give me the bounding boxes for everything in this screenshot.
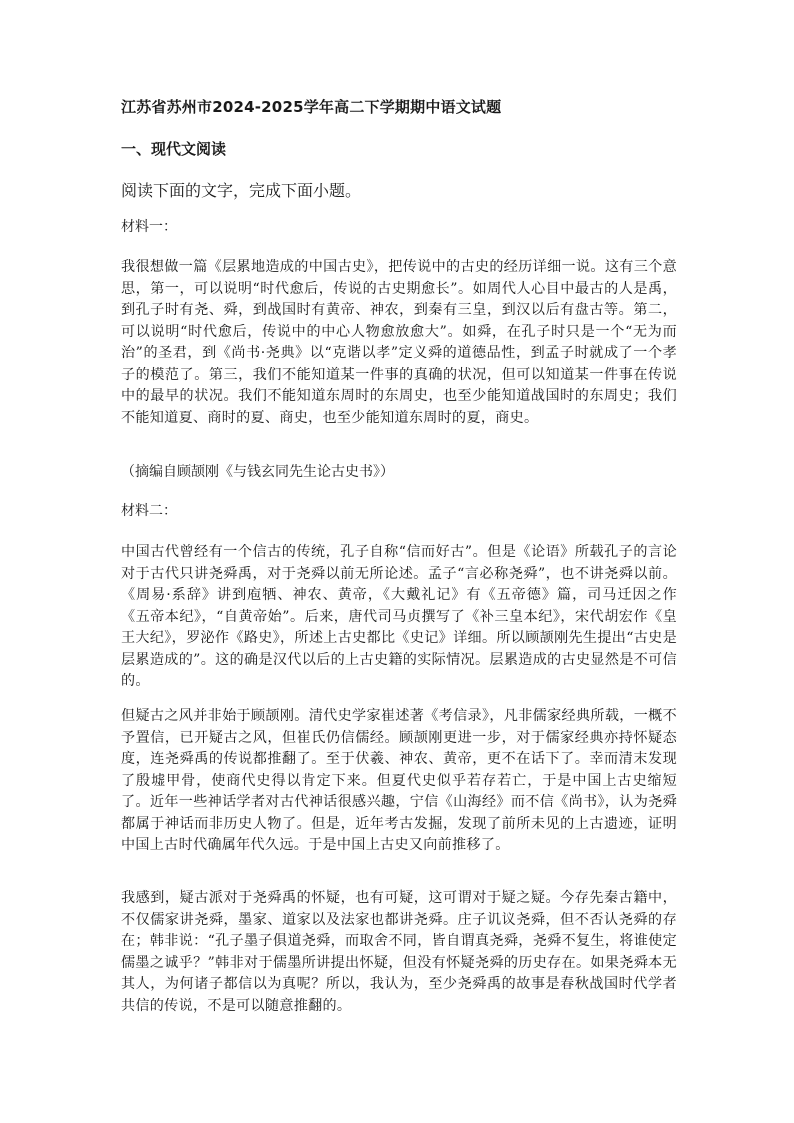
material2-paragraph-2: 但疑古之风并非始于顾颉刚。清代史学家崔述著《考信录》，凡非儒家经典所载，一概不予置信，已开疑古之风，但崔氏仍信儒经。顾颉刚更进一步，对于儒家经典亦持怀疑态度，连尧舜禹的传说都推翻了。至于伏羲、神农、黄帝，更不在话下了。幸而清末发现了殷墟甲骨，使商代史得以肯定下来。但夏代史似乎若存若亡，于是中国上古史缩短了。近年一些神话学者对古代神话很感兴趣，宁信《山海经》而不信《尚书》，认为尧舜都属于神话而非历史人物了。但是，近年考古发掘，发现了前所未见的上古遗迹，证明中国上古时代确属年代久远。于是中国上古史又向前推移了。 xyxy=(121,708,677,853)
material1-source: （摘编自顾颉刚《与钱玄同先生论古史书》） xyxy=(121,464,394,480)
section-heading: 一、现代文阅读 xyxy=(121,140,227,158)
material1-label: 材料一： xyxy=(121,219,177,235)
instruction-text: 阅读下面的文字，完成下面小题。 xyxy=(121,181,362,200)
material1-paragraph: 我很想做一篇《层累地造成的中国古史》，把传说中的古史的经历详细一说。这有三个意思，第一，可以说明“时代愈后，传说的古史期愈长”。如周代人心目中最古的人是禹，到孔子时有尧、舜，到战国时有黄帝、神农，到秦有三皇，到汉以后有盘古等。第二，可以说明“时代愈后，传说中的中心人物愈放愈大”。如舜，在孔子时只是一个“无为而治”的圣君，到《尚书·尧典》以“克谐以孝”定义舜的道德品性，到孟子时就成了一个孝子的模范了。第三，我们不能知道某一件事的真确的状况，但可以知道某一件事在传说中的最早的状况。我们不能知道东周时的东周史，也至少能知道战国时的东周史；我们不能知道夏、商时的夏、商史，也至少能知道东周时的夏，商史。 xyxy=(121,259,677,426)
material2-paragraph-3: 我感到，疑古派对于尧舜禹的怀疑，也有可疑，这可谓对于疑之疑。今存先秦古籍中，不仅儒家讲尧舜，墨家、道家以及法家也都讲尧舜。庄子讥议尧舜，但不否认尧舜的存在；韩非说：“孔子墨子俱道尧舜，而取舍不同，皆自谓真尧舜，尧舜不复生，将谁使定儒墨之诚乎？”韩非对于儒墨所讲提出怀疑，但没有怀疑尧舜的历史存在。如果尧舜本无其人，为何诸子都信以为真呢？所以，我认为，至少尧舜禹的故事是春秋战国时代学者共信的传说，不是可以随意推翻的。 xyxy=(121,890,677,1014)
material2-label: 材料二： xyxy=(121,503,177,519)
material2-paragraph-1: 中国古代曾经有一个信古的传统，孔子自称“信而好古”。但是《论语》所载孔子的言论对于古代只讲尧舜禹，对于尧舜以前无所论述。孟子“言必称尧舜”，也不讲尧舜以前。《周易·系辞》讲到庖牺、神农、黄帝，《大戴礼记》有《五帝德》篇，司马迁因之作《五帝本纪》，“自黄帝始”。后来，唐代司马贞撰写了《补三皇本纪》，宋代胡宏作《皇王大纪》，罗泌作《路史》，所述上古史都比《史记》详细。所以顾颉刚先生提出“古史是层累造成的”。这的确是汉代以后的上古史籍的实际情况。层累造成的古史显然是不可信的。 xyxy=(121,544,677,689)
exam-title: 江苏省苏州市2024-2025学年高二下学期期中语文试题 xyxy=(121,98,502,116)
